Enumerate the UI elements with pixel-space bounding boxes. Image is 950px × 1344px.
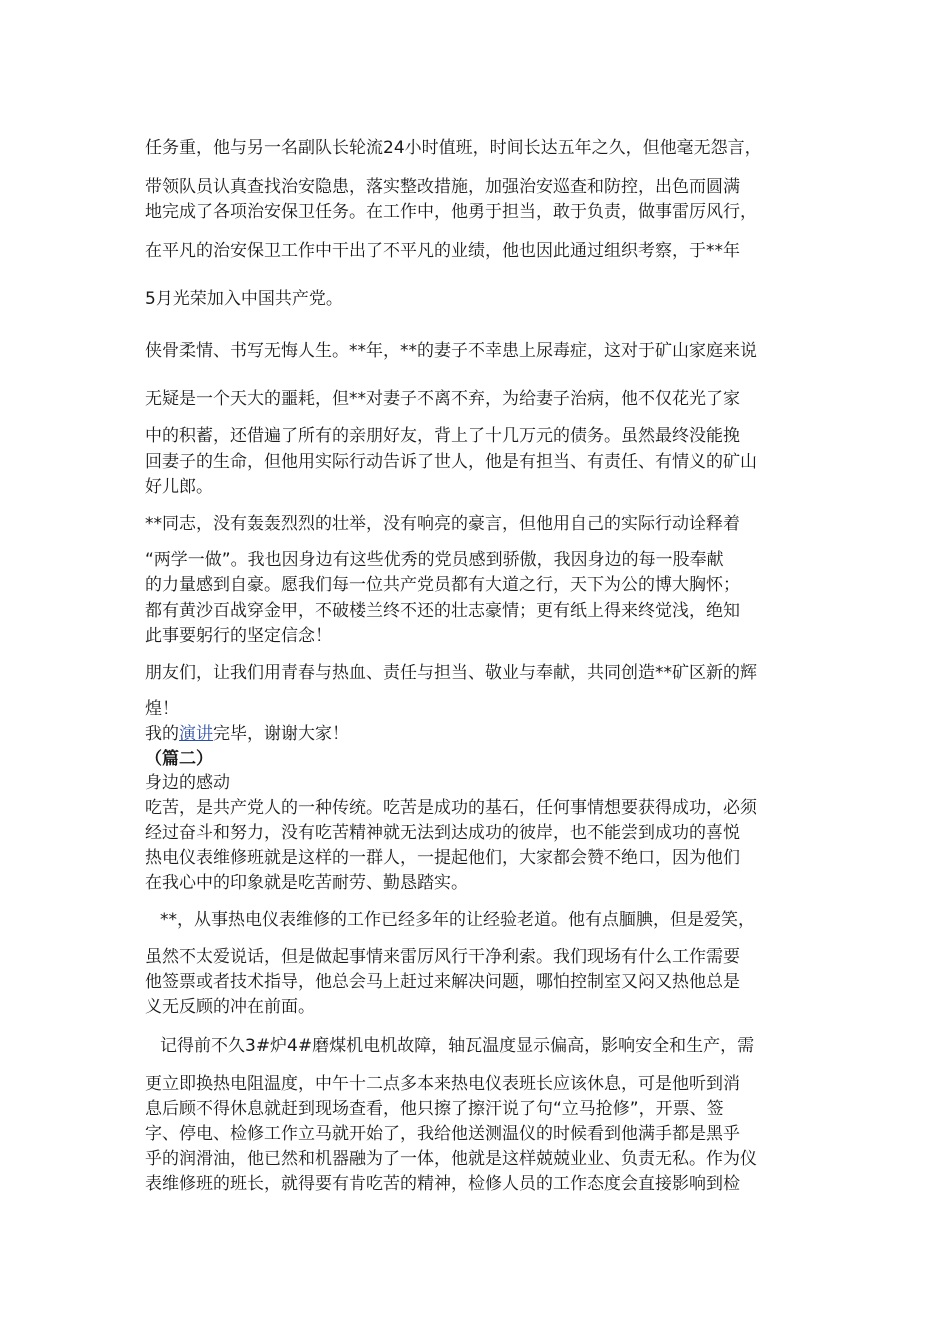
paragraph-line: 在平凡的治安保卫工作中干出了不平凡的业绩，他也因此通过组织考察，于**年 — [145, 241, 740, 261]
paragraph-line: 此事要躬行的坚定信念！ — [145, 626, 332, 646]
paragraph-line: 更立即换热电阻温度，中午十二点多本来热电仪表班长应该休息，可是他听到消 — [145, 1074, 740, 1094]
speech-link[interactable]: 演讲 — [179, 724, 213, 744]
paragraph-line: 中的积蓄，还借遍了所有的亲朋好友，背上了十几万元的债务。虽然最终没能挽 — [145, 426, 740, 446]
paragraph-line: 朋友们，让我们用青春与热血、责任与担当、敬业与奉献，共同创造**矿区新的辉 — [145, 663, 757, 683]
paragraph-line: 记得前不久3#炉4#磨煤机电机故障，轴瓦温度显示偏高，影响安全和生产，需 — [160, 1036, 755, 1056]
paragraph-line: 地完成了各项治安保卫任务。在工作中，他勇于担当，敢于负责，做事雷厉风行， — [145, 202, 757, 222]
paragraph-line: 无疑是一个天大的噩耗，但**对妻子不离不弃，为给妻子治病，他不仅花光了家 — [145, 389, 740, 409]
paragraph-line: **，从事热电仪表维修的工作已经多年的让经验老道。他有点腼腆，但是爱笑， — [160, 910, 755, 930]
paragraph-line: 经过奋斗和努力，没有吃苦精神就无法到达成功的彼岸，也不能尝到成功的喜悦 — [145, 823, 740, 843]
closing-line — [145, 723, 815, 746]
paragraph-line: 义无反顾的冲在前面。 — [145, 997, 315, 1017]
paragraph-line: “两学一做”。我也因身边有这些优秀的党员感到骄傲，我因身边的每一股奉献 — [145, 550, 724, 570]
paragraph-line: 侠骨柔情、书写无悔人生。**年，**的妻子不幸患上尿毒症，这对于矿山家庭来说 — [145, 341, 757, 361]
paragraph-line: 任务重，他与另一名副队长轮流24小时值班，时间长达五年之久，但他毫无怨言， — [145, 138, 762, 158]
paragraph-line: 在我心中的印象就是吃苦耐劳、勤恳踏实。 — [145, 873, 468, 893]
paragraph-line: 带领队员认真查找治安隐患，落实整改措施，加强治安巡查和防控，出色而圆满 — [145, 177, 740, 197]
paragraph-line: 息后顾不得休息就赶到现场查看，他只擦了擦汗说了句“立马抢修”，开票、签 — [145, 1099, 724, 1119]
closing-suffix: 完毕，谢谢大家！ — [213, 724, 349, 744]
paragraph-line: 的力量感到自豪。愿我们每一位共产党员都有大道之行，天下为公的博大胸怀； — [145, 575, 740, 595]
paragraph-line: 煌！ — [145, 699, 179, 719]
paragraph-line: 表维修班的班长，就得要有肯吃苦的精神，检修人员的工作态度会直接影响到检 — [145, 1174, 740, 1194]
paragraph-line: 字、停电、检修工作立马就开始了，我给他送测温仪的时候看到他满手都是黑乎 — [145, 1124, 740, 1144]
closing-prefix: 我的 — [145, 724, 179, 744]
section-heading: （篇二） — [145, 749, 213, 769]
paragraph-line: 虽然不太爱说话，但是做起事情来雷厉风行干净利索。我们现场有什么工作需要 — [145, 947, 740, 967]
paragraph-line: 吃苦，是共产党人的一种传统。吃苦是成功的基石，任何事情想要获得成功，必须 — [145, 798, 757, 818]
paragraph-line: 乎的润滑油，他已然和机器融为了一体，他就是这样兢兢业业、负责无私。作为仪 — [145, 1149, 757, 1169]
section-title: 身边的感动 — [145, 773, 230, 793]
paragraph-line: 他签票或者技术指导，他总会马上赶过来解决问题，哪怕控制室又闷又热他总是 — [145, 972, 740, 992]
paragraph-line: 回妻子的生命，但他用实际行动告诉了世人，他是有担当、有责任、有情义的矿山 — [145, 452, 757, 472]
paragraph-line: 都有黄沙百战穿金甲，不破楼兰终不还的壮志豪情；更有纸上得来终觉浅，绝知 — [145, 601, 740, 621]
paragraph-line: 好儿郎。 — [145, 477, 213, 497]
paragraph-line: 5月光荣加入中国共产党。 — [145, 289, 343, 309]
paragraph-line: **同志，没有轰轰烈烈的壮举，没有响亮的豪言，但他用自己的实际行动诠释着 — [145, 514, 740, 534]
paragraph-line: 热电仪表维修班就是这样的一群人，一提起他们，大家都会赞不绝口，因为他们 — [145, 848, 740, 868]
